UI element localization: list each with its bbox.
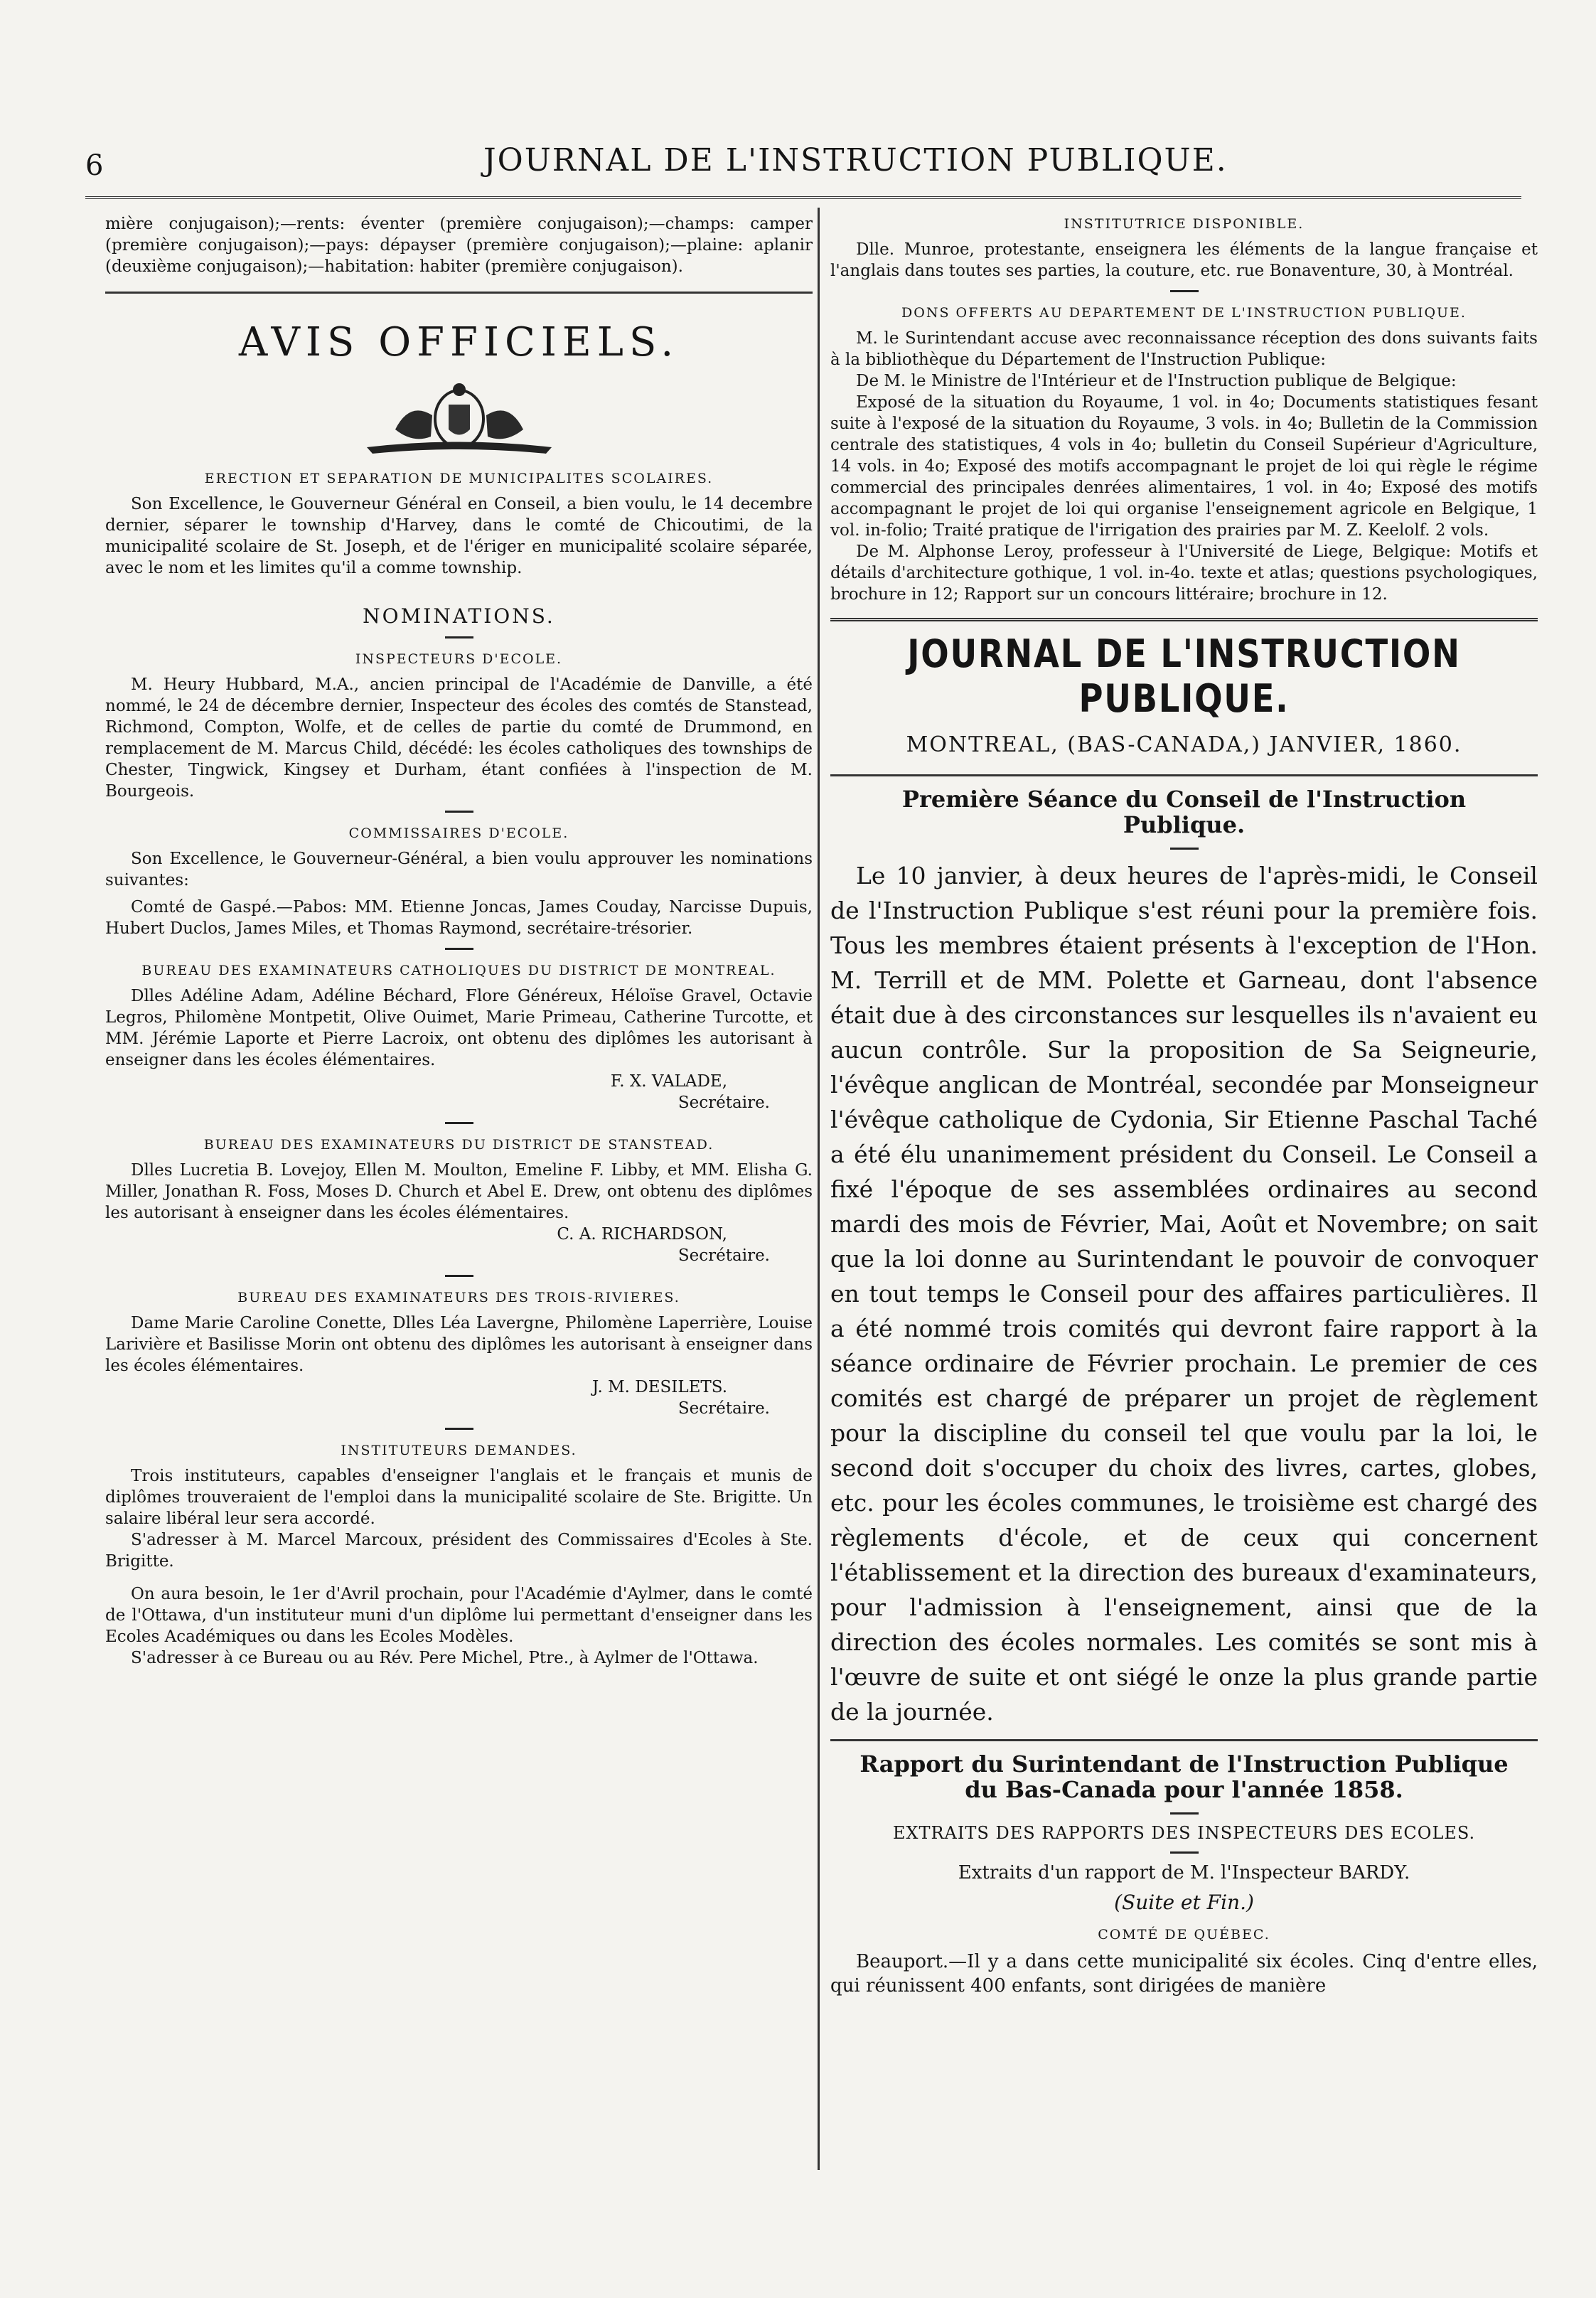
page-number: 6 xyxy=(85,149,104,182)
dash-rule xyxy=(1170,1812,1199,1815)
montreal-text: Dlles Adéline Adam, Adéline Béchard, Flore Généreux, Héloïse Gravel, Octavie Legros, Philomène Montpetit, Olive Ouimet, Marie Primeau, Catherine Turcotte, et MM. Jérémie Laporte et Pierre Lacroix, ont obtenu des diplômes les autorisant à enseigner dans les écoles élémentaires. xyxy=(105,987,813,1069)
dash-rule xyxy=(1170,1851,1199,1854)
stanstead-text: Dlles Lucretia B. Lovejoy, Ellen M. Moulton, Emeline F. Libby, et MM. Elisha G. Miller, Jonathan R. Foss, Moses D. Church et Abel E. Drew, ont obtenu des diplômes les autorisant à enseigner dans les écoles élémentaires. xyxy=(105,1161,813,1222)
instituteurs-heading: INSTITUTEURS DEMANDES. xyxy=(341,1443,577,1458)
commissaires-gaspe: Comté de Gaspé.—Pabos: MM. Etienne Joncas, James Couday, Narcisse Dupuis, Hubert Duclos, James Miles, et Thomas Raymond, secrétaire-trésorier. xyxy=(105,898,813,938)
dateline: MONTREAL, (BAS-CANADA,) JANVIER, 1860. xyxy=(906,732,1462,757)
extraits-subheading: Extraits d'un rapport de M. l'Inspecteur BARDY. xyxy=(958,1862,1410,1883)
nominations-title: NOMINATIONS. xyxy=(363,604,555,628)
section-rule xyxy=(105,292,813,294)
instituteurs-text-4: S'adresser à ce Bureau ou au Rév. Pere Michel, Ptre., à Aylmer de l'Ottawa. xyxy=(131,1649,759,1667)
instituteurs-text-3: On aura besoin, le 1er d'Avril prochain, pour l'Académie d'Aylmer, dans le comté de l'Ottawa, d'un instituteur muni d'un diplôme lui permettant d'enseigner dans les Ecoles Académiques ou dans les Ecoles Modèles. xyxy=(105,1585,813,1646)
montreal-heading: BUREAU DES EXAMINATEURS CATHOLIQUES DU DISTRICT DE MONTREAL. xyxy=(141,963,776,978)
comte-heading: COMTÉ DE QUÉBEC. xyxy=(1098,1927,1270,1942)
stanstead-signature: C. A. RICHARDSON, xyxy=(557,1225,727,1244)
dash-rule xyxy=(445,811,473,813)
commissaires-text: Son Excellence, le Gouverneur-Général, a bien voulu approuver les nominations suivantes: xyxy=(105,850,813,889)
journal-masthead: JOURNAL DE L'INSTRUCTION PUBLIQUE. xyxy=(907,631,1461,721)
inspecteurs-text: M. Heury Hubbard, M.A., ancien principal de l'Académie de Danville, a été nommé, le 24 de décembre dernier, Inspecteur des écoles des comtés de Stanstead, Richmond, Compton, Wolfe, et de celles de partie du comté de Drummond, en remplacement de M. Marcus Child, décédé: les écoles catholiques des townships de Chester, Tingwick, Kingsey et Durham, étant confiées à l'inspection de M. Bourgeois. xyxy=(105,675,813,801)
montreal-signature-title: Secrétaire. xyxy=(678,1094,770,1112)
dash-rule xyxy=(1170,848,1199,850)
right-column xyxy=(830,213,1538,1998)
rapport-title: Rapport du Surintendant de l'Instruction Publique du Bas-Canada pour l'année 1858. xyxy=(859,1751,1509,1803)
institutrice-text: Dlle. Munroe, protestante, enseignera les éléments de la langue française et l'anglais dans toutes ses parties, la couture, etc. rue Bonaventure, 30, à Montréal. xyxy=(830,240,1538,280)
dons-text-4: De M. Alphonse Leroy, professeur à l'Université de Liege, Belgique: Motifs et détails d'architecture gothique, 1 vol. in-4o. texte et atlas; questions psychologiques, brochure in 12; Rapport sur un concours littéraire; brochure in 12. xyxy=(830,543,1538,604)
dash-rule xyxy=(445,1122,473,1124)
commissaires-heading: COMMISSAIRES D'ECOLE. xyxy=(348,825,569,841)
running-title: JOURNAL DE L'INSTRUCTION PUBLIQUE. xyxy=(483,142,1228,178)
section-rule xyxy=(830,1739,1538,1741)
extraits-heading: EXTRAITS DES RAPPORTS DES INSPECTEURS DES ECOLES. xyxy=(892,1823,1476,1843)
dash-rule xyxy=(445,948,473,950)
trois-rivieres-text: Dame Marie Caroline Conette, Dlles Léa Lavergne, Philomène Laperrière, Louise Larivière et Basilisse Morin ont obtenu des diplômes les autorisant à enseigner dans les écoles élémentaires. xyxy=(105,1314,813,1375)
dons-text-3: Exposé de la situation du Royaume, 1 vol. in 4o; Documents statistiques fesant suite à l'exposé de la situation du Royaume, 3 vols. in 4o; Bulletin de la Commission centrale des statistiques, 4 vols in 4o; bulletin du Conseil Supérieur d'Agriculture, 14 vols. in 4o; Exposé des motifs accompagnant le projet de loi qui règle le régime commercial des principales denrées alimentaires, 1 vol. in 4o; Exposé des motifs accompagnant le projet de loi qui organise l'enseignement agricole en Belgique, 1 vol. in-folio; Traité pratique de l'irrigation des prairies par M. Z. Keelolf. 2 vols. xyxy=(830,393,1538,540)
trois-rivieres-signature: J. M. DESILETS. xyxy=(592,1378,727,1396)
stanstead-heading: BUREAU DES EXAMINATEURS DU DISTRICT DE STANSTEAD. xyxy=(203,1137,714,1153)
inspecteurs-heading: INSPECTEURS D'ECOLE. xyxy=(355,651,563,667)
header-rule xyxy=(85,196,1521,199)
erection-text: Son Excellence, le Gouverneur Général en Conseil, a bien voulu, le 14 decembre dernier, séparer le township d'Harvey, dans le comté de Chicoutimi, de la municipalité scolaire de St. Joseph, et de l'ériger en municipalité scolaire séparée, avec le nom et les limites qu'il a comme township. xyxy=(105,495,813,577)
dons-text-1: M. le Surintendant accuse avec reconnaissance réception des dons suivants faits à la bibliothèque du Département de l'Instruction Publique: xyxy=(830,329,1538,369)
dash-rule xyxy=(445,636,473,638)
seance-title: Première Séance du Conseil de l'Instruction Publique. xyxy=(901,786,1467,838)
instituteurs-text-2: S'adresser à M. Marcel Marcoux, président des Commissaires d'Ecoles à Ste. Brigitte. xyxy=(105,1531,813,1571)
masthead-rule xyxy=(830,618,1538,621)
stanstead-signature-title: Secrétaire. xyxy=(678,1246,770,1265)
instituteurs-text-1: Trois instituteurs, capables d'enseigner l'anglais et le français et munis de diplômes trouveraient de l'emploi dans la municipalité scolaire de Ste. Brigitte. Un salaire libéral leur sera accordé. xyxy=(105,1467,813,1528)
institutrice-heading: INSTITUTRICE DISPONIBLE. xyxy=(1064,216,1305,232)
dons-heading: DONS OFFERTS AU DEPARTEMENT DE L'INSTRUCTION PUBLIQUE. xyxy=(901,305,1467,321)
erection-heading: ERECTION ET SEPARATION DE MUNICIPALITES SCOLAIRES. xyxy=(204,471,714,486)
montreal-signature: F. X. VALADE, xyxy=(610,1072,727,1091)
beauport-text: Beauport.—Il y a dans cette municipalité six écoles. Cinq d'entre elles, qui réunissent 400 enfants, sont dirigées de manière xyxy=(830,1951,1538,1997)
dons-text-2: De M. le Ministre de l'Intérieur et de l'Instruction publique de Belgique: xyxy=(856,372,1457,390)
suite-note: (Suite et Fin.) xyxy=(1114,1891,1254,1914)
avis-officiels-title: AVIS OFFICIELS. xyxy=(238,319,680,365)
carryover-text: mière conjugaison);—rents: éventer (première conjugaison);—champs: camper (première conjugaison);—pays: dépayser (première conjugaison);—plaine: aplanir (deuxième conjugaison);—habitation: habiter (première conjugaison). xyxy=(105,215,813,276)
seance-text: Le 10 janvier, à deux heures de l'après-midi, le Conseil de l'Instruction Publique s'est réuni pour la première fois. Tous les membres étaient présents à l'exception de l'Hon. M. Terrill et de MM. Polette et Garneau, dont l'absence était due à des circonstances sur lesquelles ils n'avaient eu aucun contrôle. Sur la proposition de Sa Seigneurie, l'évêque anglican de Montréal, secondée par Monseigneur l'évêque catholique de Cydonia, Sir Etienne Paschal Taché a été élu unanimement président du Conseil. Le Conseil a fixé l'époque de ses assemblées ordinaires au second mardi des mois de Février, Mai, Août et Novembre; on sait que la loi donne au Surintendant le pouvoir de convoquer en tout temps le Conseil pour des affaires particulières. Il a été nommé trois comités qui devront faire rapport à la séance ordinaire de Février prochain. Le premier de ces comités est chargé de préparer un projet de règlement pour la discipline du conseil tel que voulu par la loi, le second doit s'occuper du choix des livres, cartes, globes, etc. pour les écoles communes, le troisième est chargé des règlements d'école, et de ceux qui concernent l'établissement et la direction des bureaux d'examinateurs, pour l'admission à l'enseignement, ainsi que de la direction des écoles normales. Les comités se sont mis à l'œuvre de suite et ont siégé le onze la plus grande partie de la journée. xyxy=(830,862,1538,1726)
left-column xyxy=(105,213,813,1669)
trois-rivieres-heading: BUREAU DES EXAMINATEURS DES TROIS-RIVIERES. xyxy=(237,1290,680,1305)
dateline-rule xyxy=(830,774,1538,776)
dash-rule xyxy=(1170,290,1199,292)
dash-rule xyxy=(445,1275,473,1277)
column-divider xyxy=(818,208,820,2170)
royal-arms-emblem xyxy=(353,380,566,458)
dash-rule xyxy=(445,1428,473,1430)
trois-rivieres-signature-title: Secrétaire. xyxy=(678,1399,770,1418)
